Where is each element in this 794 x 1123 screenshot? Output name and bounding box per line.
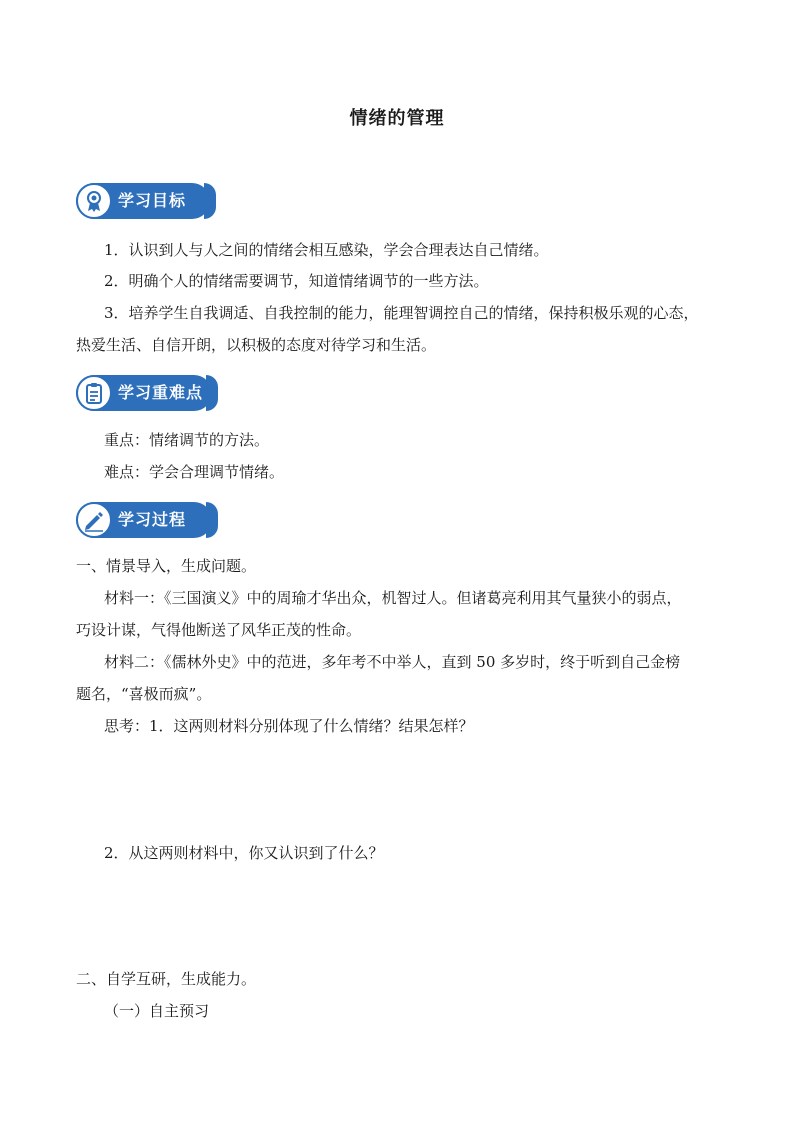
material-2-line-2: 题名，“喜极而疯”。 bbox=[76, 685, 212, 703]
material-1-line-2: 巧设计谋，气得他断送了风华正茂的性命。 bbox=[76, 621, 362, 639]
question-1: 思考：1．这两则材料分别体现了什么情绪？结果怎样？ bbox=[104, 717, 474, 735]
key-point-item: 重点：情绪调节的方法。 bbox=[104, 431, 270, 449]
section-label-key-points: 学习重难点 bbox=[118, 383, 204, 402]
goal-item-1: 1．认识到人与人之间的情绪会相互感染，学会合理表达自己情绪。 bbox=[104, 241, 549, 259]
goal-item-3: 3．培养学生自我调适、自我控制的能力，能理智调控自己的情绪，保持积极乐观的心态， bbox=[104, 304, 699, 322]
material-2-line-1: 材料二：《儒林外史》中的范进，多年考不中举人，直到 50 多岁时，终于听到自己金榜 bbox=[104, 653, 681, 671]
award-ribbon-icon bbox=[82, 189, 106, 213]
page-title: 情绪的管理 bbox=[349, 108, 445, 129]
goal-item-3-cont: 热爱生活、自信开朗，以积极的态度对待学习和生活。 bbox=[76, 336, 437, 354]
section-label-goals: 学习目标 bbox=[118, 191, 187, 210]
section-banner-process bbox=[76, 502, 218, 538]
difficulty-item: 难点：学会合理调节情绪。 bbox=[104, 463, 285, 481]
clipboard-icon bbox=[82, 381, 106, 405]
process-heading-1: 一、情景导入，生成问题。 bbox=[76, 557, 257, 575]
pencil-icon bbox=[82, 508, 106, 532]
section-label-process: 学习过程 bbox=[118, 510, 187, 529]
process-heading-2: 二、自学互研，生成能力。 bbox=[76, 970, 257, 988]
section-banner-key-points bbox=[76, 375, 218, 411]
material-1-line-1: 材料一：《三国演义》中的周瑜才华出众，机智过人。但诸葛亮利用其气量狭小的弱点， bbox=[104, 589, 682, 607]
subsection-self-study: （一）自主预习 bbox=[104, 1002, 210, 1020]
section-banner-goals bbox=[76, 183, 216, 219]
question-2: 2．从这两则材料中，你又认识到了什么？ bbox=[104, 844, 384, 862]
goal-item-2: 2．明确个人的情绪需要调节，知道情绪调节的一些方法。 bbox=[104, 272, 489, 290]
